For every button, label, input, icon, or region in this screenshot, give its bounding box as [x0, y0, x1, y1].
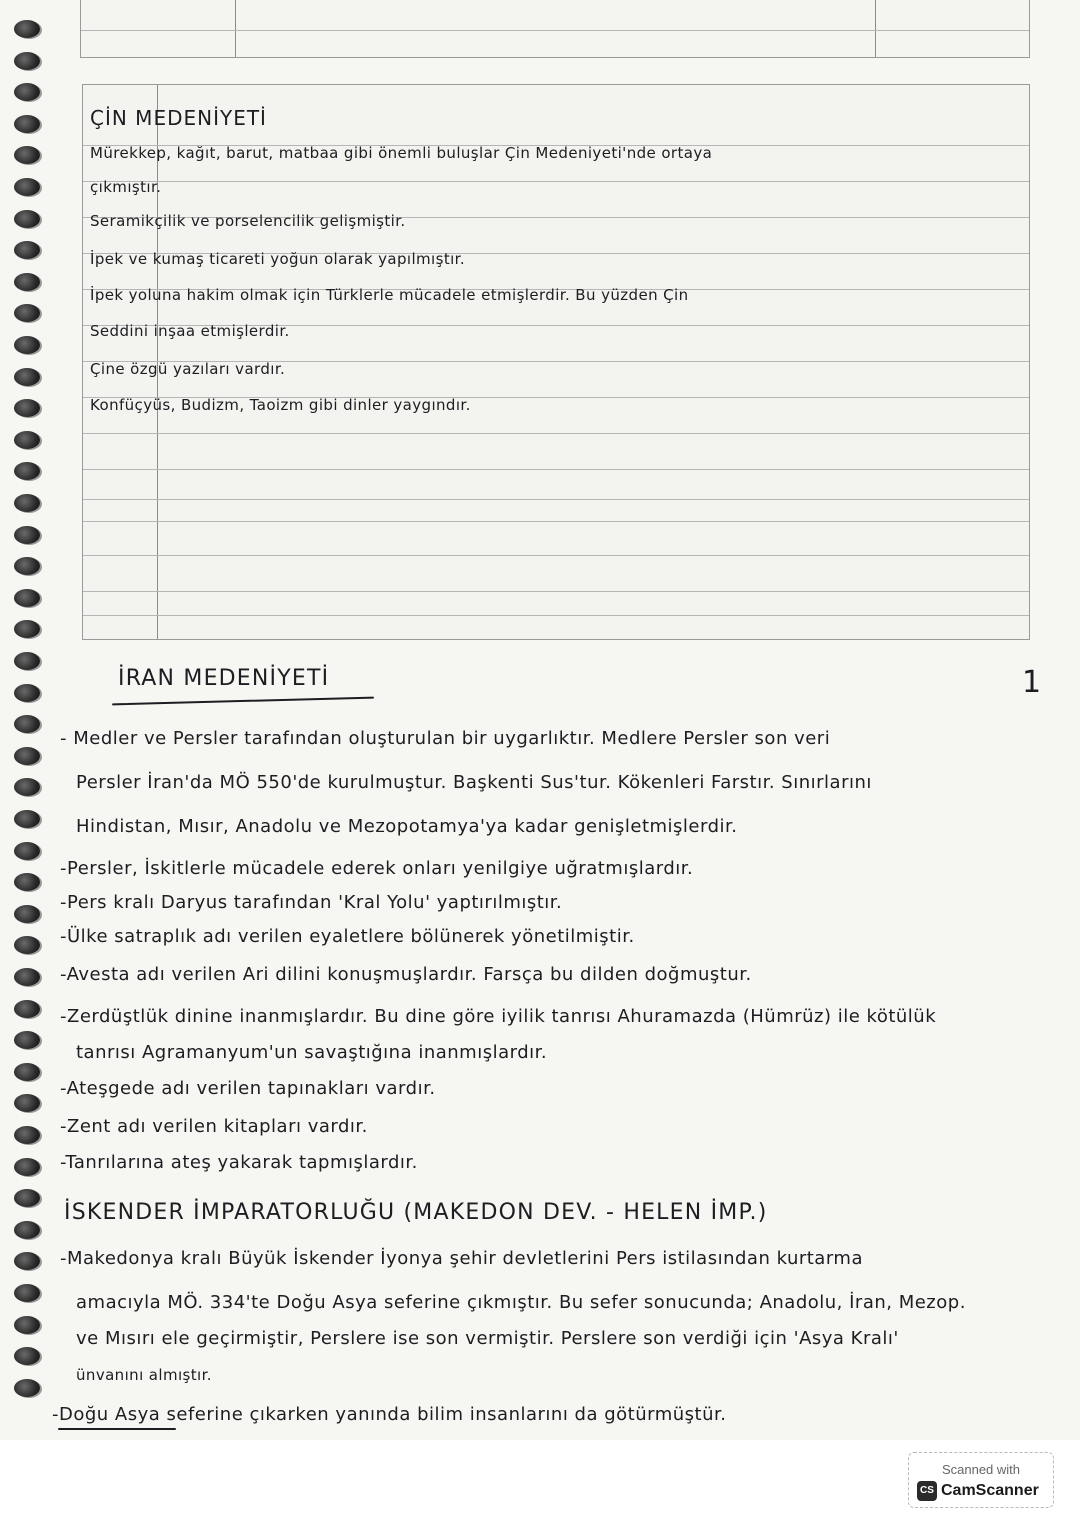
spiral-ring — [14, 842, 40, 860]
spiral-ring — [14, 936, 40, 954]
spiral-ring — [14, 83, 40, 101]
iran-line: -Avesta adı verilen Ari dilini konuşmuşlardır. Farsça bu dilden doğmuştur. — [60, 964, 752, 985]
spiral-ring — [14, 494, 40, 512]
watermark-caption: Scanned with — [941, 1462, 1021, 1477]
spiral-binding — [14, 20, 54, 1420]
iran-line: -Ateşgede adı verilen tapınakları vardır. — [60, 1078, 436, 1099]
iran-line: -Zent adı verilen kitapları vardır. — [60, 1116, 368, 1137]
iran-line: Persler İran'da MÖ 550'de kurulmuştur. Başkenti Sus'tur. Kökenleri Farstır. Sınırlarını — [76, 772, 872, 793]
camscanner-logo-icon: CS — [917, 1481, 937, 1501]
top-ruled-fragment — [80, 0, 1030, 58]
spiral-ring — [14, 684, 40, 702]
spiral-ring — [14, 778, 40, 796]
spiral-ring — [14, 20, 40, 38]
spiral-ring — [14, 747, 40, 765]
rule-line — [83, 181, 1029, 182]
section-title-cin: ÇİN MEDENİYETİ — [90, 106, 267, 130]
rule-line — [83, 433, 1029, 434]
cin-line: Mürekkep, kağıt, barut, matbaa gibi önemli buluşlar Çin Medeniyeti'nde ortaya — [90, 144, 713, 162]
column-line — [235, 0, 236, 57]
spiral-ring — [14, 968, 40, 986]
spiral-ring — [14, 589, 40, 607]
spiral-ring — [14, 557, 40, 575]
iran-line: -Ülke satraplık adı verilen eyaletlere bölünerek yönetilmiştir. — [60, 926, 635, 947]
spiral-ring — [14, 715, 40, 733]
rule-line — [83, 591, 1029, 592]
iran-line: -Pers kralı Daryus tarafından 'Kral Yolu' yaptırılmıştır. — [60, 892, 563, 913]
spiral-ring — [14, 905, 40, 923]
section-title-iskender: İSKENDER İMPARATORLUĞU (MAKEDON DEV. - HELEN İMP.) — [64, 1200, 768, 1225]
spiral-ring — [14, 368, 40, 386]
cin-line: Seramikçilik ve porselencilik gelişmiştir. — [90, 212, 406, 230]
spiral-ring — [14, 1094, 40, 1112]
spiral-ring — [14, 1000, 40, 1018]
spiral-ring — [14, 1379, 40, 1397]
spiral-ring — [14, 620, 40, 638]
rule-line — [81, 30, 1029, 31]
spiral-ring — [14, 178, 40, 196]
column-line — [875, 0, 876, 57]
phrase-underline — [58, 1428, 176, 1430]
spiral-ring — [14, 873, 40, 891]
section-title-iran: İRAN MEDENİYETİ — [118, 666, 330, 691]
iran-line: - Medler ve Persler tarafından oluşturulan bir uygarlıktır. Medlere Persler son veri — [60, 728, 831, 749]
iskender-line: ünvanını almıştır. — [76, 1366, 212, 1384]
spiral-ring — [14, 1316, 40, 1334]
spiral-ring — [14, 1031, 40, 1049]
spiral-ring — [14, 1158, 40, 1176]
camscanner-watermark — [908, 1452, 1054, 1508]
cin-line: İpek ve kumaş ticareti yoğun olarak yapılmıştır. — [90, 250, 466, 268]
spiral-ring — [14, 1221, 40, 1239]
iran-line: -Zerdüştlük dinine inanmışlardır. Bu dine göre iyilik tanrısı Ahuramazda (Hümrüz) ile kötülük — [60, 1006, 937, 1027]
spiral-ring — [14, 462, 40, 480]
rule-line — [83, 615, 1029, 616]
iskender-line: -Makedonya kralı Büyük İskender İyonya şehir devletlerini Pers istilasından kurtarma — [60, 1248, 863, 1269]
spiral-ring — [14, 146, 40, 164]
spiral-ring — [14, 115, 40, 133]
spiral-ring — [14, 810, 40, 828]
spiral-ring — [14, 336, 40, 354]
rule-line — [83, 555, 1029, 556]
rule-line — [83, 469, 1029, 470]
spiral-ring — [14, 210, 40, 228]
iran-line: Hindistan, Mısır, Anadolu ve Mezopotamya'ya kadar genişletmişlerdir. — [76, 816, 738, 837]
spiral-ring — [14, 1252, 40, 1270]
rule-line — [83, 521, 1029, 522]
iran-line: -Tanrılarına ateş yakarak tapmışlardır. — [60, 1152, 418, 1173]
spiral-ring — [14, 652, 40, 670]
spiral-ring — [14, 1284, 40, 1302]
spiral-ring — [14, 526, 40, 544]
spiral-ring — [14, 399, 40, 417]
spiral-ring — [14, 273, 40, 291]
spiral-ring — [14, 1126, 40, 1144]
iran-line: -Persler, İskitlerle mücadele ederek onları yenilgiye uğratmışlardır. — [60, 858, 694, 879]
iskender-line: -Doğu Asya seferine çıkarken yanında bilim insanlarını da götürmüştür. — [52, 1404, 727, 1425]
rule-line — [83, 499, 1029, 500]
cin-line: Seddini inşaa etmişlerdir. — [90, 322, 290, 340]
cin-line: Çine özgü yazıları vardır. — [90, 360, 286, 378]
spiral-ring — [14, 431, 40, 449]
watermark-app-name: CamScanner — [941, 1482, 1039, 1499]
page-mark: 1 — [1022, 665, 1043, 700]
iran-line: tanrısı Agramanyum'un savaştığına inanmışlardır. — [76, 1042, 548, 1063]
spiral-ring — [14, 241, 40, 259]
iskender-line: amacıyla MÖ. 334'te Doğu Asya seferine çıkmıştır. Bu sefer sonucunda; Anadolu, İran, Mezop. — [76, 1292, 966, 1313]
cin-line: Konfüçyüs, Budizm, Taoizm gibi dinler yaygındır. — [90, 396, 471, 414]
spiral-ring — [14, 304, 40, 322]
spiral-ring — [14, 1347, 40, 1365]
iskender-line: ve Mısırı ele geçirmiştir, Perslere ise son vermiştir. Perslere son verdiği için 'Asya Kralı' — [76, 1328, 899, 1349]
cin-line: çıkmıştır. — [90, 178, 162, 196]
title-underline — [112, 697, 374, 706]
spiral-ring — [14, 1063, 40, 1081]
spiral-ring — [14, 52, 40, 70]
spiral-ring — [14, 1189, 40, 1207]
cin-line: İpek yoluna hakim olmak için Türklerle mücadele etmişlerdir. Bu yüzden Çin — [90, 286, 689, 304]
